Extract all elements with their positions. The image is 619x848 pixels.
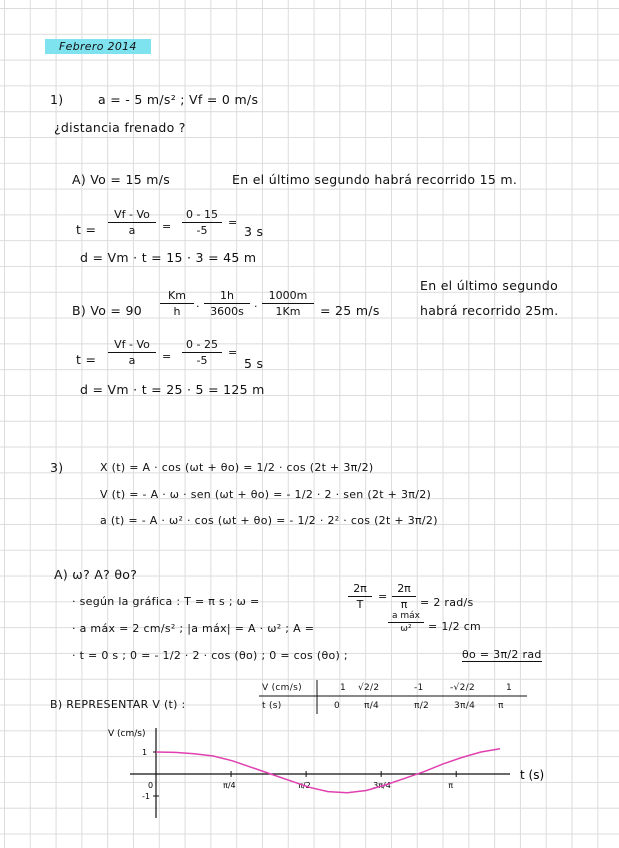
table-cell: -√2/2 (450, 683, 475, 693)
x-tick-label: 3π/4 (373, 781, 391, 790)
problem-3-number: 3) (50, 460, 64, 475)
table-cell: √2/2 (358, 683, 380, 693)
equals-sign: = (162, 350, 172, 363)
x-tick-label: π/4 (223, 781, 236, 790)
table-cell: 3π/4 (454, 701, 476, 711)
case-b-t-fraction-2: $\frac{0 - 25}{-5}$ (182, 338, 222, 367)
case-a-t-fraction-2: $\frac{0 - 15}{-5}$ (182, 208, 222, 237)
case-b-distance: d = Vm · t = 25 · 5 = 125 m (80, 382, 265, 397)
equals-sign: = (228, 216, 238, 229)
table-header-t: t (s) (262, 701, 282, 711)
x-tick-label: 0 (148, 781, 154, 790)
case-a-note: En el último segundo habrá recorrido 15 m. (232, 172, 518, 187)
table-cell: 1 (340, 683, 347, 693)
equation-a: a (t) = - A · ω² · cos (ωt + θo) = - 1/2 · 2² · cos (2t + 3π/2) (100, 514, 438, 527)
case-b-factor-3: $\frac{1000m}{1Km}$ (262, 289, 314, 318)
x-tick-label: π/2 (298, 781, 311, 790)
equation-x: X (t) = A · cos (ωt + θo) = 1/2 · cos (2t + 3π/2) (100, 461, 374, 474)
y-tick-label: 1 (142, 748, 148, 757)
table-cell: 1 (506, 683, 513, 693)
case-b-factor-1: $\frac{Km}{h}$ (160, 289, 194, 318)
line-2-left: · a máx = 2 cm/s² ; |a máx| = A · ω² ; A = (72, 622, 315, 635)
line-1-left: · según la gráfica : T = π s ; ω = (72, 595, 260, 608)
line-3-left: · t = 0 s ; 0 = - 1/2 · 2 · cos (θo) ; 0 = cos (θo) ; (72, 649, 348, 662)
problem-1-number: 1) (50, 92, 64, 107)
case-b-factor-2: $\frac{1h}{3600s}$ (204, 289, 250, 318)
line-2-right: = 1/2 cm (428, 620, 482, 633)
x-axis-label: t (s) (520, 768, 545, 782)
case-b-label: B) Vo = 90 (72, 303, 142, 318)
case-b-t-lhs: t = (76, 352, 97, 367)
line-1-fraction-1: $\frac{2\pi}{T}$ (348, 582, 372, 611)
x-tick-label: π (448, 781, 454, 790)
table-cell: -1 (414, 683, 424, 693)
line-3-result: θo = 3π/2 rad (462, 648, 542, 661)
part-b-label: B) REPRESENTAR V (t) : (50, 698, 186, 711)
case-a-label: A) Vo = 15 m/s (72, 172, 171, 187)
y-tick-label: -1 (142, 792, 150, 801)
problem-1-given: a = - 5 m/s² ; Vf = 0 m/s (98, 92, 259, 107)
case-b-t-fraction-1: $\frac{Vf - Vo}{a}$ (108, 338, 156, 367)
case-b-note-line-1: En el último segundo (420, 278, 559, 293)
equals-sign: = (378, 590, 388, 603)
problem-1-question: ¿distancia frenado ? (54, 120, 186, 135)
case-b-result: = 25 m/s (320, 303, 380, 318)
case-a-t-fraction-1: $\frac{Vf - Vo}{a}$ (108, 208, 156, 237)
case-b-t-result: 5 s (244, 356, 264, 371)
case-a-t-lhs: t = (76, 222, 97, 237)
line-1-right: = 2 rad/s (420, 596, 474, 609)
case-a-t-result: 3 s (244, 224, 264, 239)
velocity-chart (100, 722, 570, 822)
line-2-fraction: a máx ω² (388, 611, 424, 634)
table-cell: 0 (334, 701, 341, 711)
y-axis-label: V (cm/s) (108, 729, 146, 739)
table-cell: π (498, 701, 504, 711)
dot-operator: · (196, 300, 200, 313)
table-cell: π/4 (364, 701, 380, 711)
date-header: Febrero 2014 (45, 38, 151, 53)
case-b-note-line-2: habrá recorrido 25m. (420, 303, 559, 318)
dot-operator: · (254, 300, 258, 313)
line-1-fraction-2: $\frac{2\pi}{\pi}$ (392, 582, 416, 611)
table-cell: π/2 (414, 701, 430, 711)
table-header-v: V (cm/s) (262, 683, 302, 693)
part-a-label: A) ω? A? θo? (54, 567, 138, 582)
case-a-distance: d = Vm · t = 15 · 3 = 45 m (80, 250, 257, 265)
equals-sign: = (228, 346, 238, 359)
equation-v: V (t) = - A · ω · sen (ωt + θo) = - 1/2 · 2 · sen (2t + 3π/2) (100, 488, 432, 501)
equals-sign: = (162, 220, 172, 233)
